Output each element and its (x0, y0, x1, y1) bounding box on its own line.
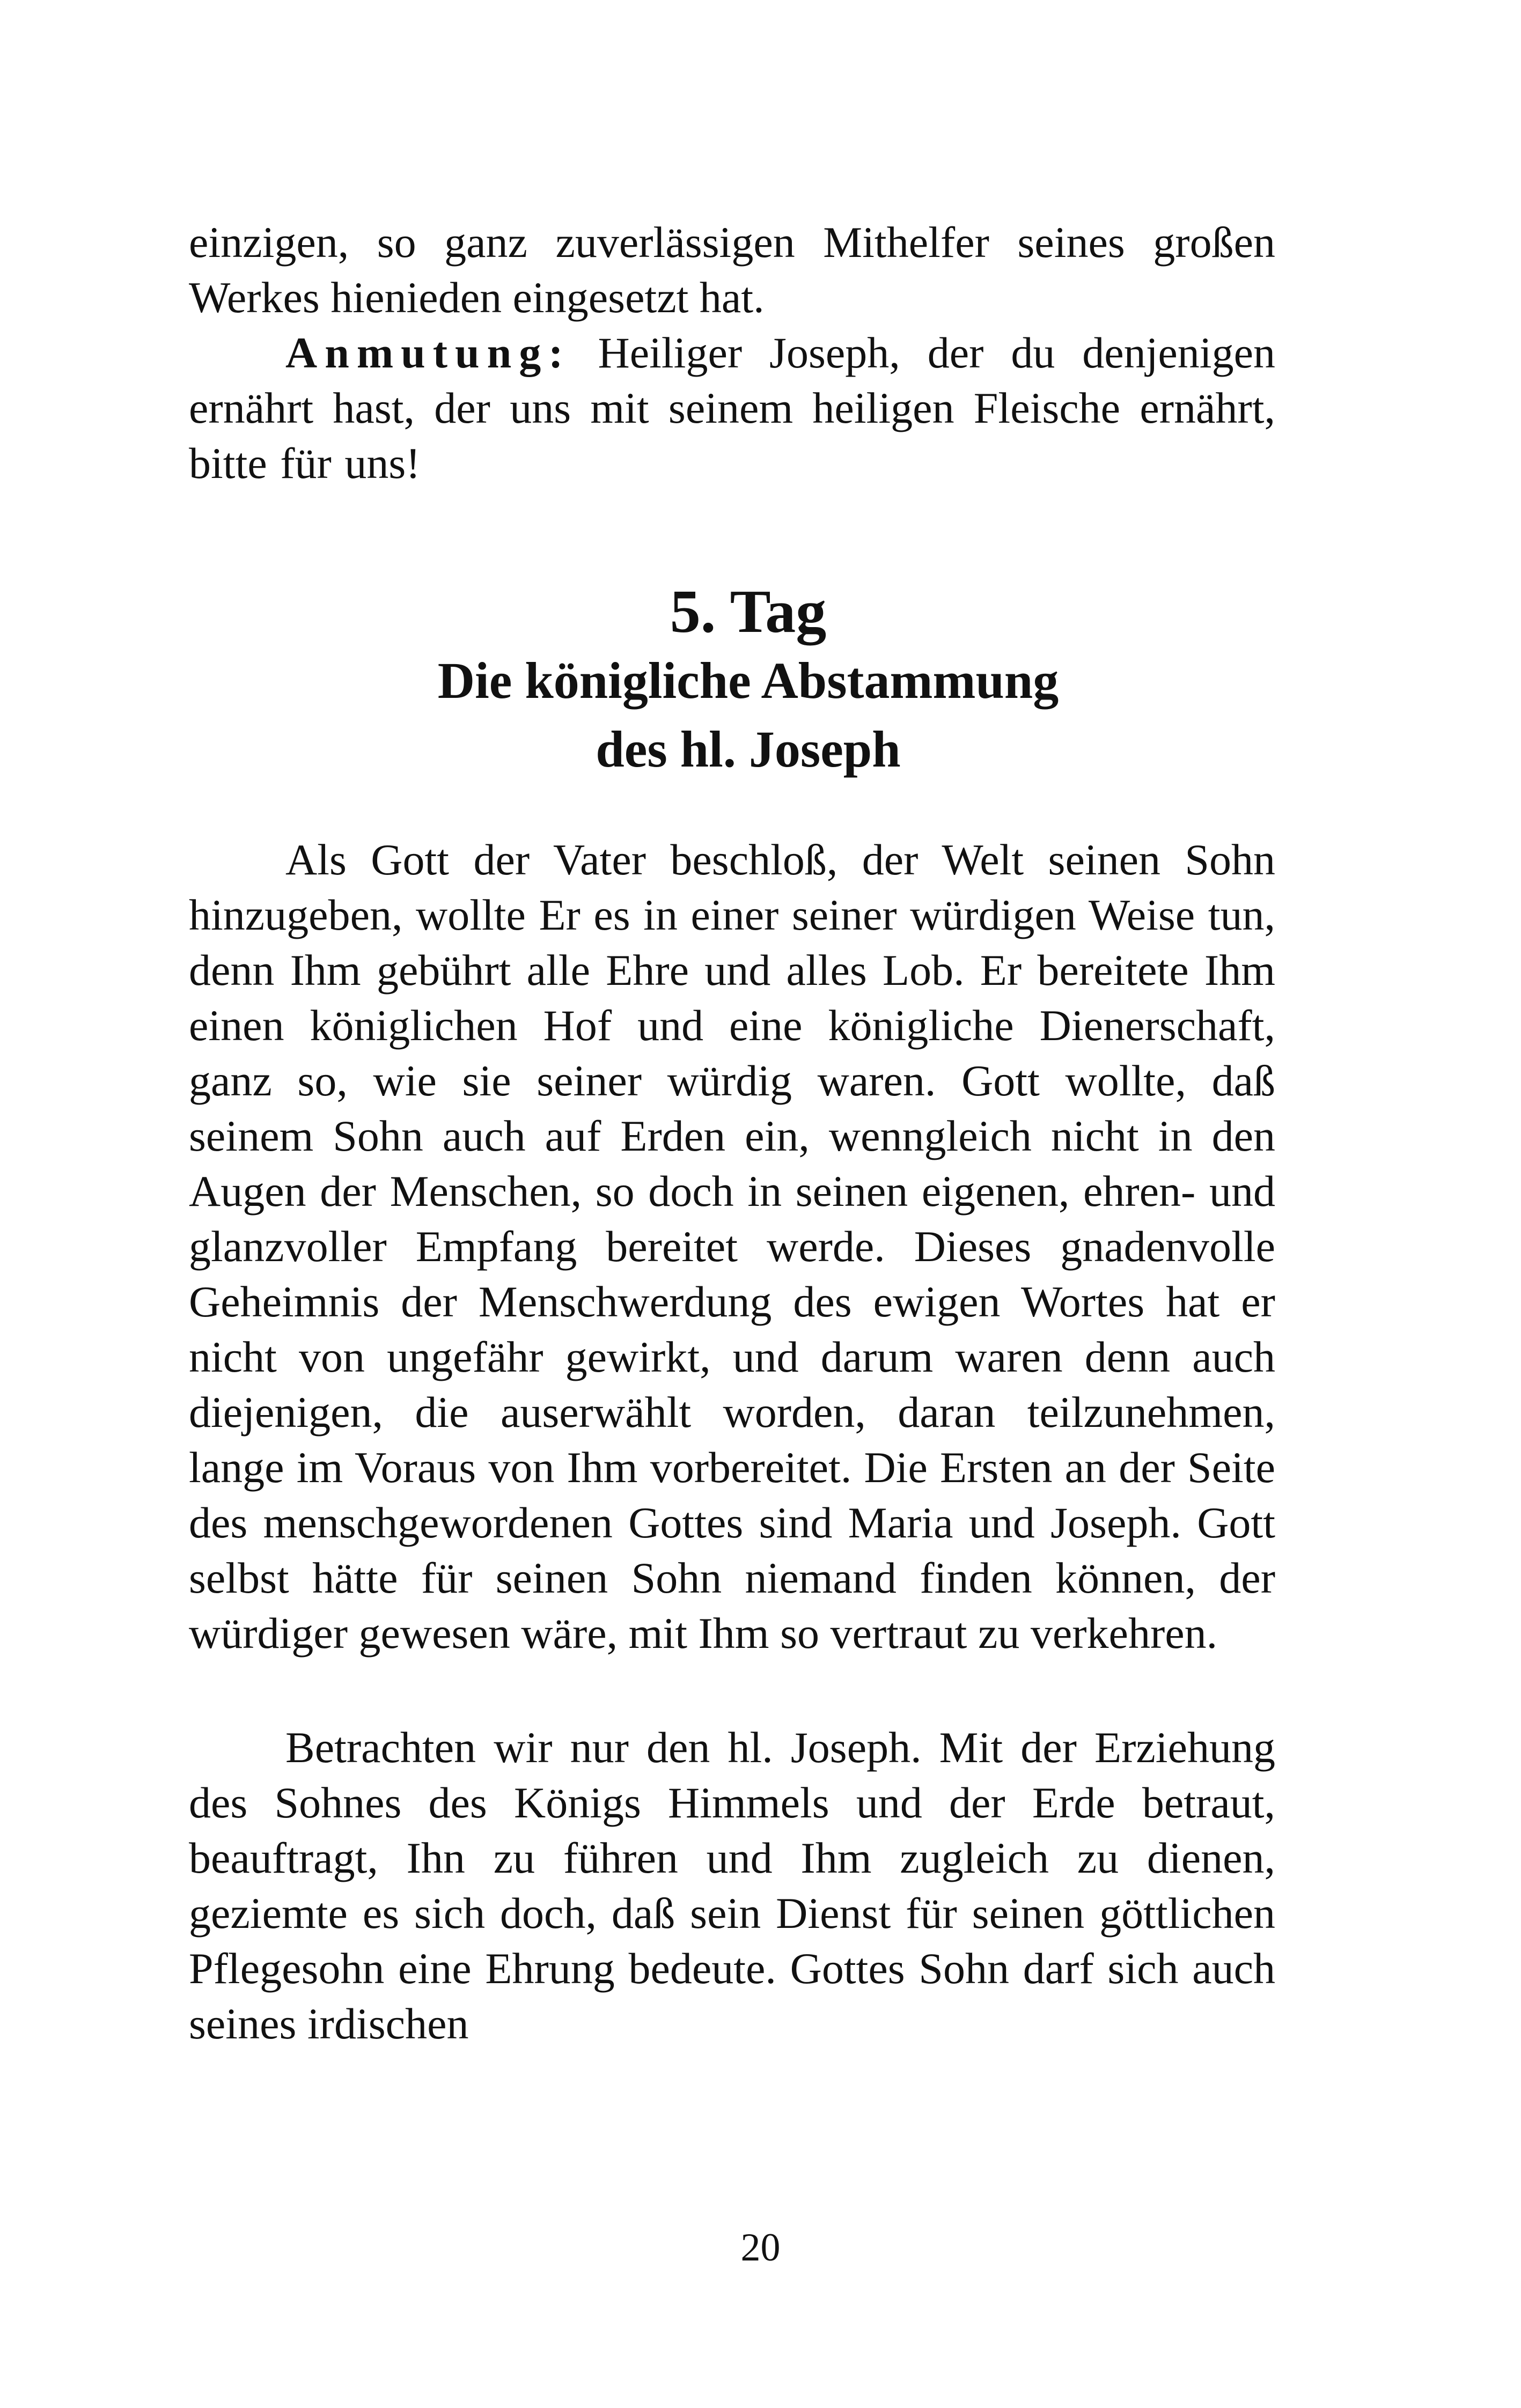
body-paragraph-1: Als Gott der Vater beschloß, der Welt seinen Sohn hinzugeben, wollte Er es in einer seiner würdigen Weise tun, denn Ihm gebührt alle Ehre und alles Lob. Er bereitete Ihm einen königlichen Hof und eine königliche Dienerschaft, ganz so, wie sie seiner würdig waren. Gott wollte, daß seinem Sohn auch auf Erden ein, wenngleich nicht in den Augen der Menschen, so doch in seinen eigenen, ehren- und glanzvoller Empfang bereitet werde. Dieses gnadenvolle Geheimnis der Menschwerdung des ewigen Wortes hat er nicht von ungefähr gewirkt, und darum waren denn auch diejenigen, die auserwählt worden, daran teilzunehmen, lange im Voraus von Ihm vorbereitet. Die Ersten an der Seite des menschgewordenen Gottes sind Maria und Joseph. Gott selbst hätte für seinen Sohn niemand finden können, der würdiger gewesen wäre, mit Ihm so vertraut zu verkehren. (189, 835, 1275, 1658)
paragraph-spacer (189, 1661, 1275, 1720)
page-content (189, 215, 1275, 2051)
anmutung-text: Heiliger Joseph, der du denjenigen ernährt hast, der uns mit seinem heiligen Fleische ernährt, bitte für uns! (189, 328, 1275, 488)
intro-paragraph: einzigen, so ganz zuverlässigen Mithelfer seines großen Werkes hienieden eingesetzt hat. (189, 218, 1275, 322)
section-title-line-1: Die königliche Abstammung (437, 652, 1059, 709)
anmutung-label: Anmutung: (285, 328, 571, 377)
anmutung-paragraph (189, 325, 1275, 491)
day-title: 5. Tag (670, 577, 827, 645)
section-title-line-2: des hl. Joseph (596, 720, 901, 778)
page-number: 20 (740, 2226, 781, 2270)
section-heading (189, 577, 1275, 784)
body-paragraph-2: Betrachten wir nur den hl. Joseph. Mit der Erziehung des Sohnes des Königs Himmels und der Erde betraut, beauftragt, Ihn zu führen und Ihm zugleich zu dienen, geziemte es sich doch, daß sein Dienst für seinen göttlichen Pflegesohn eine Ehrung bedeute. Gottes Sohn darf sich auch seines irdischen (189, 1723, 1275, 2048)
